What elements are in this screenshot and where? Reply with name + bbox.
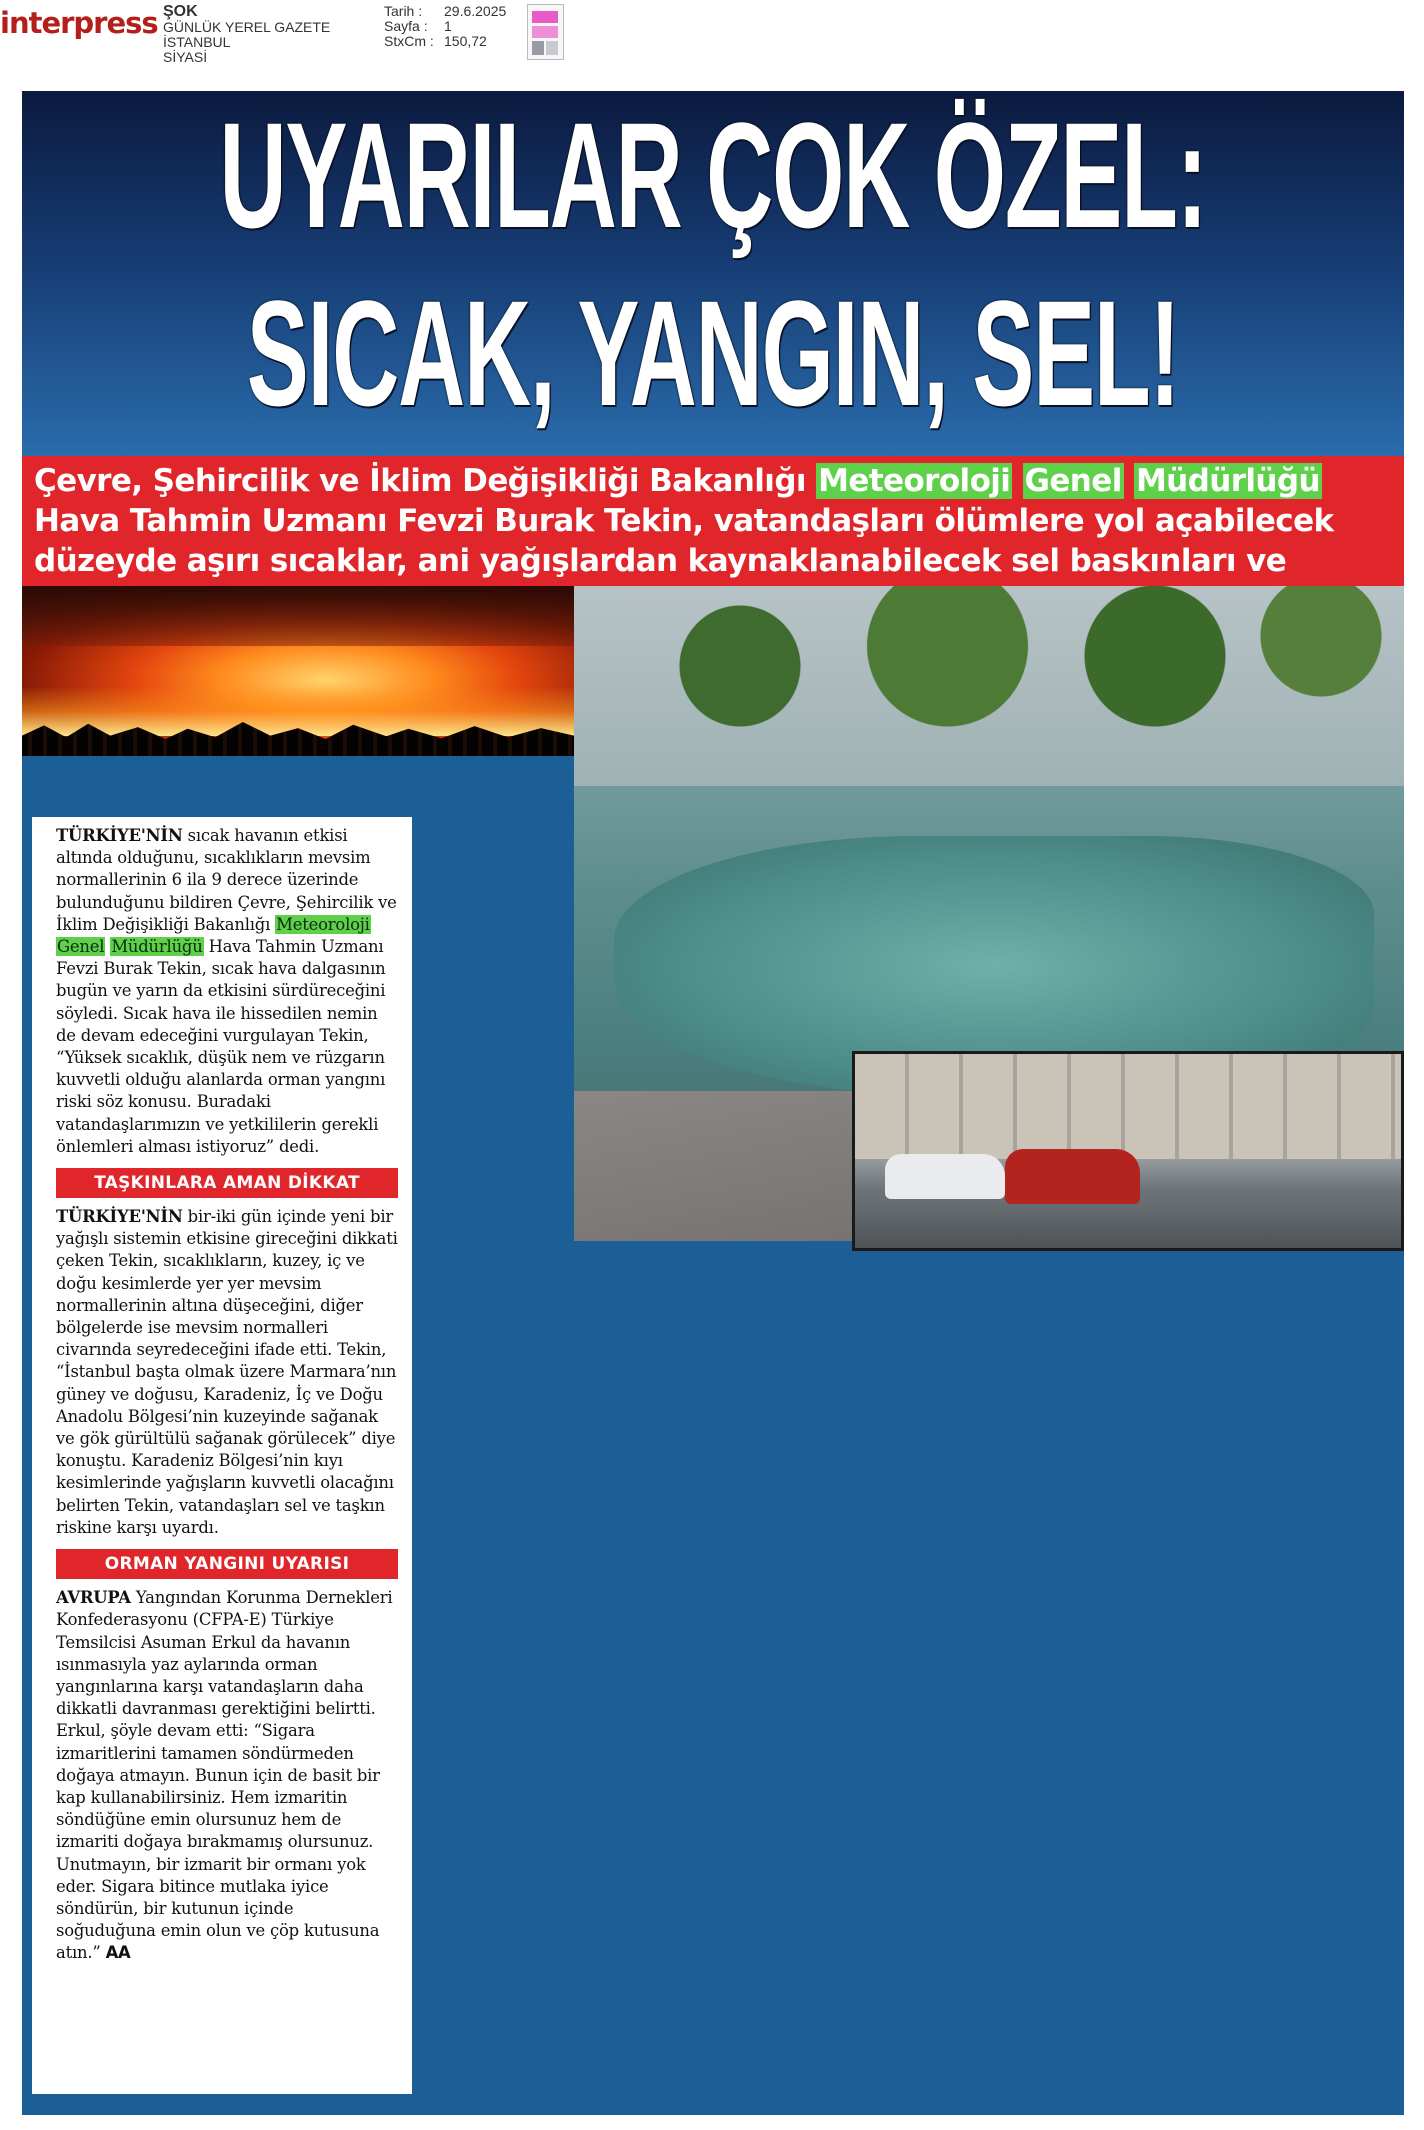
publication-type: GÜNLÜK YEREL GAZETE	[163, 19, 331, 35]
highlight: Meteoroloji	[818, 463, 1011, 499]
date-value: 29.6.2025	[444, 3, 507, 19]
clipping-meta	[384, 4, 506, 49]
paragraph-2: TÜRKİYE'NİN bir-iki gün içinde yeni bir yağışlı sistemin etkisine gireceğini dikkati çeken Tekin, sıcaklıkların, kuzey, iç ve doğu kesimlerde yer yer mevsim normallerinin altına düşeceğini, diğer bölgelerde ise mevsim normalleri civarında seyredeceğini ifade etti. Tekin, “İstanbul başta olmak üzere Marmara’nın güney ve doğusu, Karadeniz, İç ve Doğu Anadolu Bölgesi’nin kuzeyinde sağanak ve gök gürültülü sağanak görülecek” diye konuştu. Karadeniz Bölgesi’nin kıyı kesimlerinde yağışların kuvvetli olacağını belirten Tekin, vatandaşları sel ve taşkın riskine karşı uyardı.	[56, 1207, 398, 1537]
highlight: Genel	[1024, 463, 1122, 499]
page-label: Sayfa :	[384, 18, 428, 34]
page-value: 1	[444, 18, 452, 34]
headline-line-1: UYARILAR ÇOK ÖZEL:	[219, 91, 1207, 259]
highlight: Müdürlüğü	[1135, 463, 1320, 499]
subheading-forest-fire: ORMAN YANGINI UYARISI	[56, 1549, 398, 1579]
subheading-floods: TAŞKINLARA AMAN DİKKAT	[56, 1168, 398, 1198]
publication-info	[163, 4, 330, 65]
publication-category: SİYASİ	[163, 49, 208, 65]
stxcm-label: StxCm :	[384, 33, 434, 49]
interpress-logo: interpress	[0, 6, 158, 40]
rainy-street-photo	[852, 1051, 1404, 1251]
spot-text: Çevre, Şehircilik ve İklim Değişikliği Bakanlığı Meteoroloji Genel Müdürlüğü Hava Tahmin Uzmanı Fevzi Burak Tekin, vatandaşları ölümlere yol açabilecek düzeyde aşırı sıcaklar, ani yağışlardan kaynaklanabilecek sel baskınları ve	[22, 456, 1404, 586]
publication-name: ŞOK	[163, 3, 198, 20]
headline-band	[22, 91, 1404, 456]
paragraph-1: TÜRKİYE'NİN sıcak havanın etkisi altında olduğunu, sıcaklıkların mevsim normallerinin 6 ila 9 derece üzerinde bulunduğunu bildiren Çevre, Şehircilik ve İklim Değişikliği Bakanlığı Meteoroloji Genel Müdürlüğü Hava Tahmin Uzmanı Fevzi Burak Tekin, sıcak hava dalgasının bugün ve yarın da etkisini sürdüreceğini söyledi. Sıcak hava ile hissedilen nemin de devam edeceğini vurgulayan Tekin, “Yüksek sıcaklık, düşük nem ve rüzgarın kuvvetli olduğu alanlarda orman yangını riski söz konusu. Buradaki vatandaşlarımızın ve yetkililerin gerekli önlemleri alması istiyoruz” dedi.	[56, 826, 397, 1156]
highlight: Müdürlüğü	[111, 937, 203, 957]
page-thumbnail[interactable]	[527, 4, 564, 60]
forest-fire-photo	[22, 586, 574, 756]
highlight: Meteoroloji	[276, 914, 370, 934]
highlight: Genel	[57, 937, 105, 957]
source-tag: AA	[105, 1943, 131, 1963]
publication-city: İSTANBUL	[163, 34, 231, 50]
stxcm-value: 150,72	[444, 33, 487, 49]
date-label: Tarih :	[384, 3, 423, 19]
paragraph-3: AVRUPA Yangından Korunma Dernekleri Konfederasyonu (CFPA-E) Türkiye Temsilcisi Asuman Erkul da havanın ısınmasıyla yaz aylarında orman yangınlarına karşı vatandaşların daha dikkatli davranması gerektiğini belirtti. Erkul, şöyle devam etti: “Sigara izmaritlerini tamamen söndürmeden doğaya atmayın. Bunun için de basit bir kap kullanabilirsiniz. Hem izmaritin söndüğüne emin olursunuz hem de izmariti doğaya bırakmamış olursunuz. Unutmayın, bir izmarit bir ormanı yok eder. Sigara bitince mutlaka iyice söndürün, bir kutunun içinde soğuduğuna emin olun ve çöp kutusuna atın.” AA	[56, 1588, 393, 1963]
headline-line-2: SICAK, YANGIN, SEL!	[246, 269, 1180, 437]
article-body	[32, 817, 412, 2094]
